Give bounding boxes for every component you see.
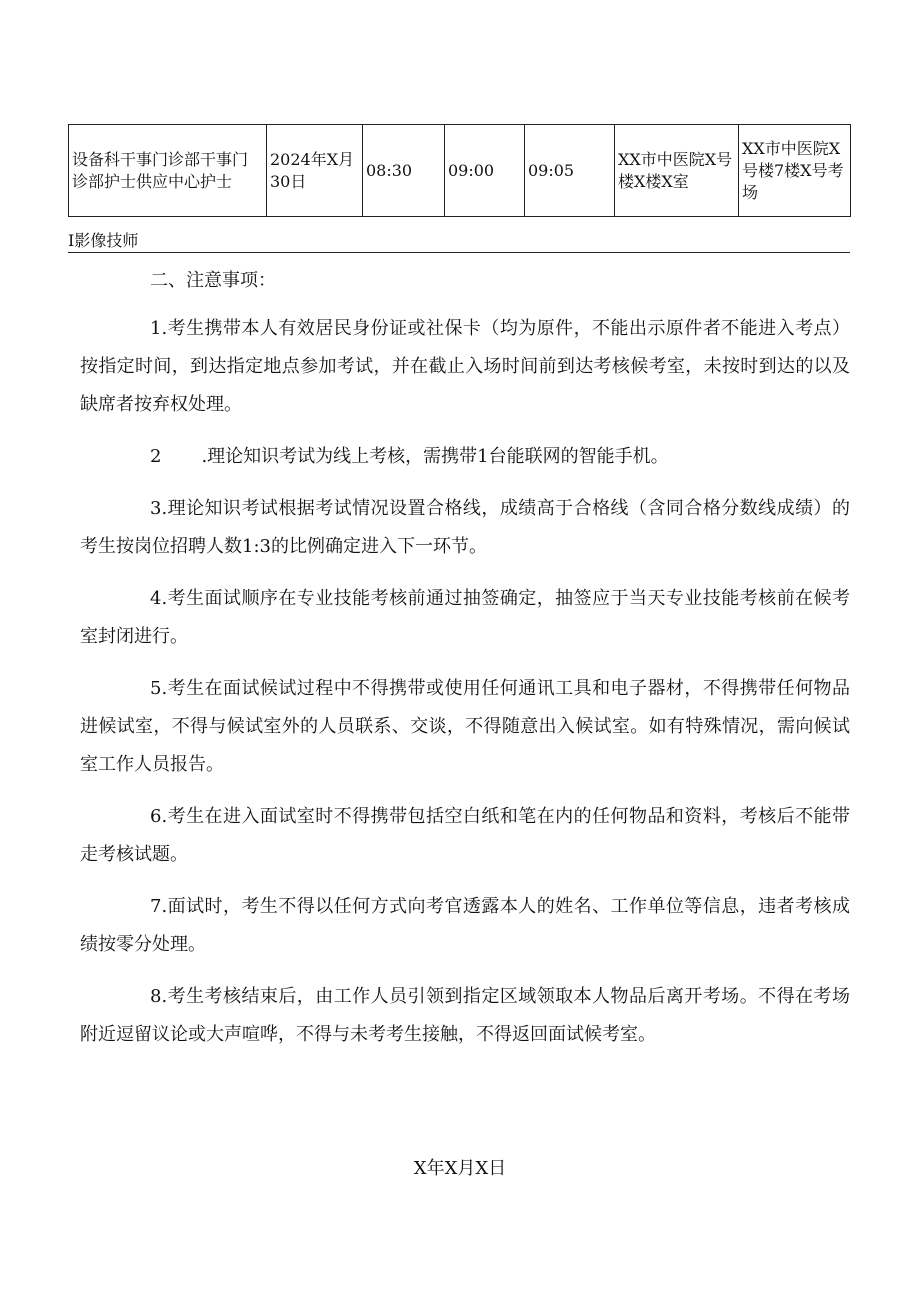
note-text: .考生考核结束后，由工作人员引领到指定区域领取本人物品后离开考场。不得在考场附近逗留议论或大声喧哗，不得与未考考生接触，不得返回面试候考室。: [80, 986, 850, 1045]
note-number: 8: [150, 986, 162, 1007]
document-date: X年X月X日: [413, 1158, 507, 1179]
note-number: 3: [150, 498, 162, 519]
note-text: .考生面试顺序在专业技能考核前通过抽签确定，抽签应于当天专业技能考核前在候考室封闭进行。: [80, 588, 850, 647]
note-text: .理论知识考试根据考试情况设置合格线，成绩高于合格线（含同合格分数线成绩）的考生按岗位招聘人数1:3的比例确定进入下一环节。: [80, 498, 850, 557]
note-text: .考生在进入面试室时不得携带包括空白纸和笔在内的任何物品和资料，考核后不能带走考核试题。: [80, 806, 850, 865]
sign-in-time-cell: 08:30: [363, 125, 445, 217]
note-text: .考生携带本人有效居民身份证或社保卡（均为原件，不能出示原件者不能进入考点）按指定时间，到达指定地点参加考试，并在截止入场时间前到达考核候考室，未按时到达的以及缺席者按弃权处理。: [80, 318, 850, 415]
note-item: [80, 670, 850, 784]
entry-deadline-cell: 09:00: [445, 125, 525, 217]
schedule-table: [68, 124, 850, 217]
note-text: .理论知识考试为线上考核，需携带1台能联网的智能手机。: [201, 446, 669, 467]
table-tail-row: I影像技师: [68, 230, 850, 253]
date-cell: 2024年X月30日: [267, 125, 363, 217]
table-row: [69, 125, 851, 217]
note-number: 7: [150, 896, 162, 917]
note-item: [80, 580, 850, 656]
note-number: 1: [150, 318, 162, 339]
notes-list: [80, 310, 850, 1054]
notes-heading: 二、注意事项：: [150, 270, 276, 291]
exam-start-cell: 09:05: [525, 125, 615, 217]
note-text: .面试时，考生不得以任何方式向考官透露本人的姓名、工作单位等信息，违者考核成绩按零分处理。: [80, 896, 850, 955]
note-number: 5: [150, 678, 162, 699]
note-item: [80, 978, 850, 1054]
note-item: [80, 438, 850, 476]
note-number: 2: [150, 446, 162, 467]
note-number: 4: [150, 588, 162, 609]
notes-section: [80, 266, 850, 1068]
note-item: [80, 310, 850, 424]
note-number: 6: [150, 806, 162, 827]
note-item: [80, 490, 850, 566]
note-text: .考生在面试候试过程中不得携带或使用任何通讯工具和电子器材，不得携带任何物品进候试室，不得与候试室外的人员联系、交谈，不得随意出入候试室。如有特殊情况，需向候试室工作人员报告。: [80, 678, 850, 775]
waiting-room-cell: XX市中医院X号楼X楼X室: [615, 125, 739, 217]
exam-room-cell: XX市中医院X号楼7楼X号考场: [739, 125, 851, 217]
note-item: [80, 798, 850, 874]
positions-cell: 设备科干事门诊部干事门诊部护士供应中心护士: [69, 125, 267, 217]
note-item: [80, 888, 850, 964]
